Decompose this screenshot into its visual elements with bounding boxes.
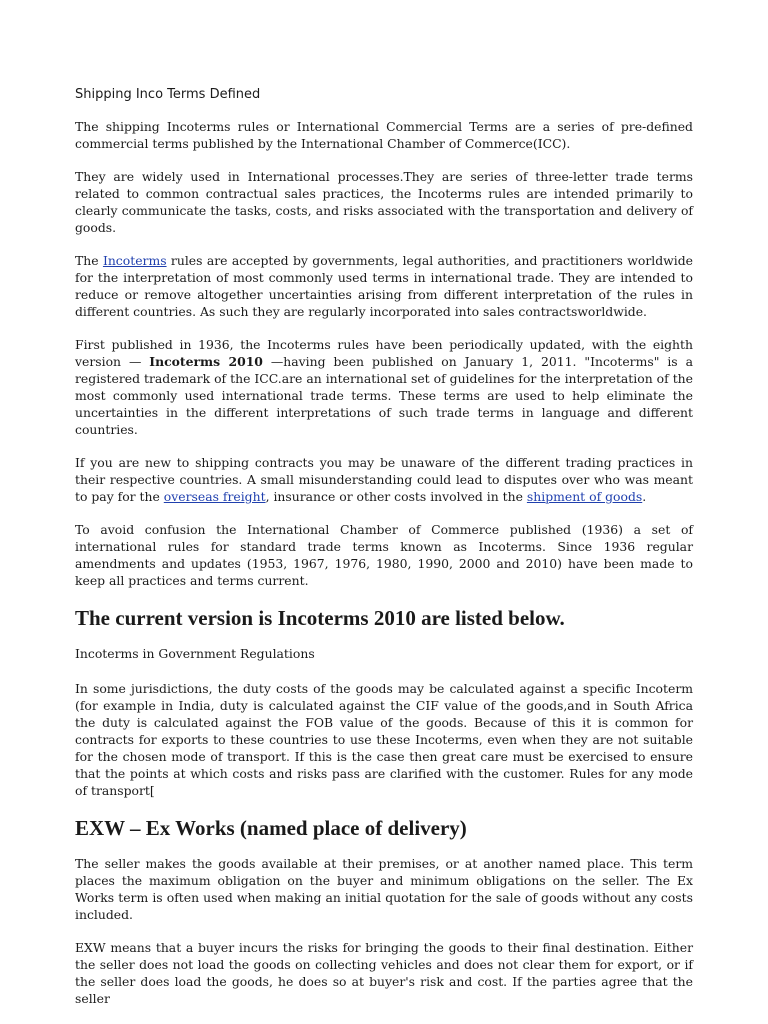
paragraph-text: rules are accepted by governments, legal authorities, and practitioners worldwide for the interpretation of most commonly used terms in international trade. They are intended to reduce or remove altogether uncertainties arising from different interpretation of the rules in different countries. As such they are regularly incorporated into sales contractsworldwide. (75, 253, 693, 319)
section-heading-exw: EXW – Ex Works (named place of delivery) (75, 816, 467, 840)
paragraph-text: . (642, 489, 647, 504)
subheading-government-regulations: Incoterms in Government Regulations (75, 646, 315, 661)
paragraph-new-shippers (75, 454, 693, 505)
overseas-freight-link[interactable]: overseas freight (163, 489, 266, 504)
page-title: Shipping Inco Terms Defined (75, 87, 261, 102)
paragraph-text: First published in 1936, the Incoterms rules have been periodically updated, with the eighth version — (75, 337, 693, 369)
incoterms-link[interactable]: Incoterms (102, 253, 167, 268)
paragraph-acceptance (75, 252, 693, 320)
document-page (75, 86, 693, 1023)
shipment-of-goods-link[interactable]: shipment of goods (526, 489, 643, 504)
paragraph-exw-seller: The seller makes the goods available at their premises, or at another named place. This term places the maximum obligation on the buyer and minimum obligations on the seller. The Ex Works term is often used when making an initial quotation for the sale of goods without any costs included. (75, 856, 693, 922)
paragraph-amendments: To avoid confusion the International Chamber of Commerce published (1936) a set of international rules for standard trade terms known as Incoterms. Since 1936 regular amendments and updates (1953, 1967, 1976, 1980, 1990, 2000 and 2010) have been made to keep all practices and terms current. (75, 522, 693, 588)
section-heading-current-version: The current version is Incoterms 2010 are listed below. (75, 606, 565, 630)
paragraph-text: The (75, 253, 103, 268)
paragraph-history (75, 336, 693, 438)
paragraph-text: If you are new to shipping contracts you may be unaware of the different trading practices in their respective countries. A small misunderstanding could lead to disputes over who was meant to pay for the (75, 455, 693, 504)
paragraph-exw-buyer: EXW means that a buyer incurs the risks for bringing the goods to their final destination. Either the seller does not load the goods on collecting vehicles and does not clear them for export, or if the seller does load the goods, he does so at buyer's risk and cost. If the parties agree that the seller (75, 940, 693, 1006)
paragraph-jurisdictions: In some jurisdictions, the duty costs of the goods may be calculated against a specific Incoterm (for example in India, duty is calculated against the CIF value of the goods,and in South Africa the duty is calculated against the FOB value of the goods. Because of this it is common for contracts for exports to these countries to use these Incoterms, even when they are not suitable for the chosen mode of transport. If this is the case then great care must be exercised to ensure that the points at which costs and risks pass are clarified with the customer. Rules for any mode of transport[ (75, 681, 693, 798)
bold-term: Incoterms 2010 (149, 354, 263, 369)
paragraph-intro: The shipping Incoterms rules or International Commercial Terms are a series of pre-defined commercial terms published by the International Chamber of Commerce(ICC). (75, 119, 693, 151)
paragraph-usage: They are widely used in International processes.They are series of three-letter trade terms related to common contractual sales practices, the Incoterms rules are intended primarily to clearly communicate the tasks, costs, and risks associated with the transportation and delivery of goods. (75, 169, 693, 235)
paragraph-text: —having been published on January 1, 2011. "Incoterms" is a registered trademark of the ICC.are an international set of guidelines for the interpretation of the most commonly used international trade terms. These terms are used to help eliminate the uncertainties in the different interpretations of such trade terms in language and different countries. (75, 354, 693, 437)
paragraph-text: , insurance or other costs involved in the (265, 489, 527, 504)
